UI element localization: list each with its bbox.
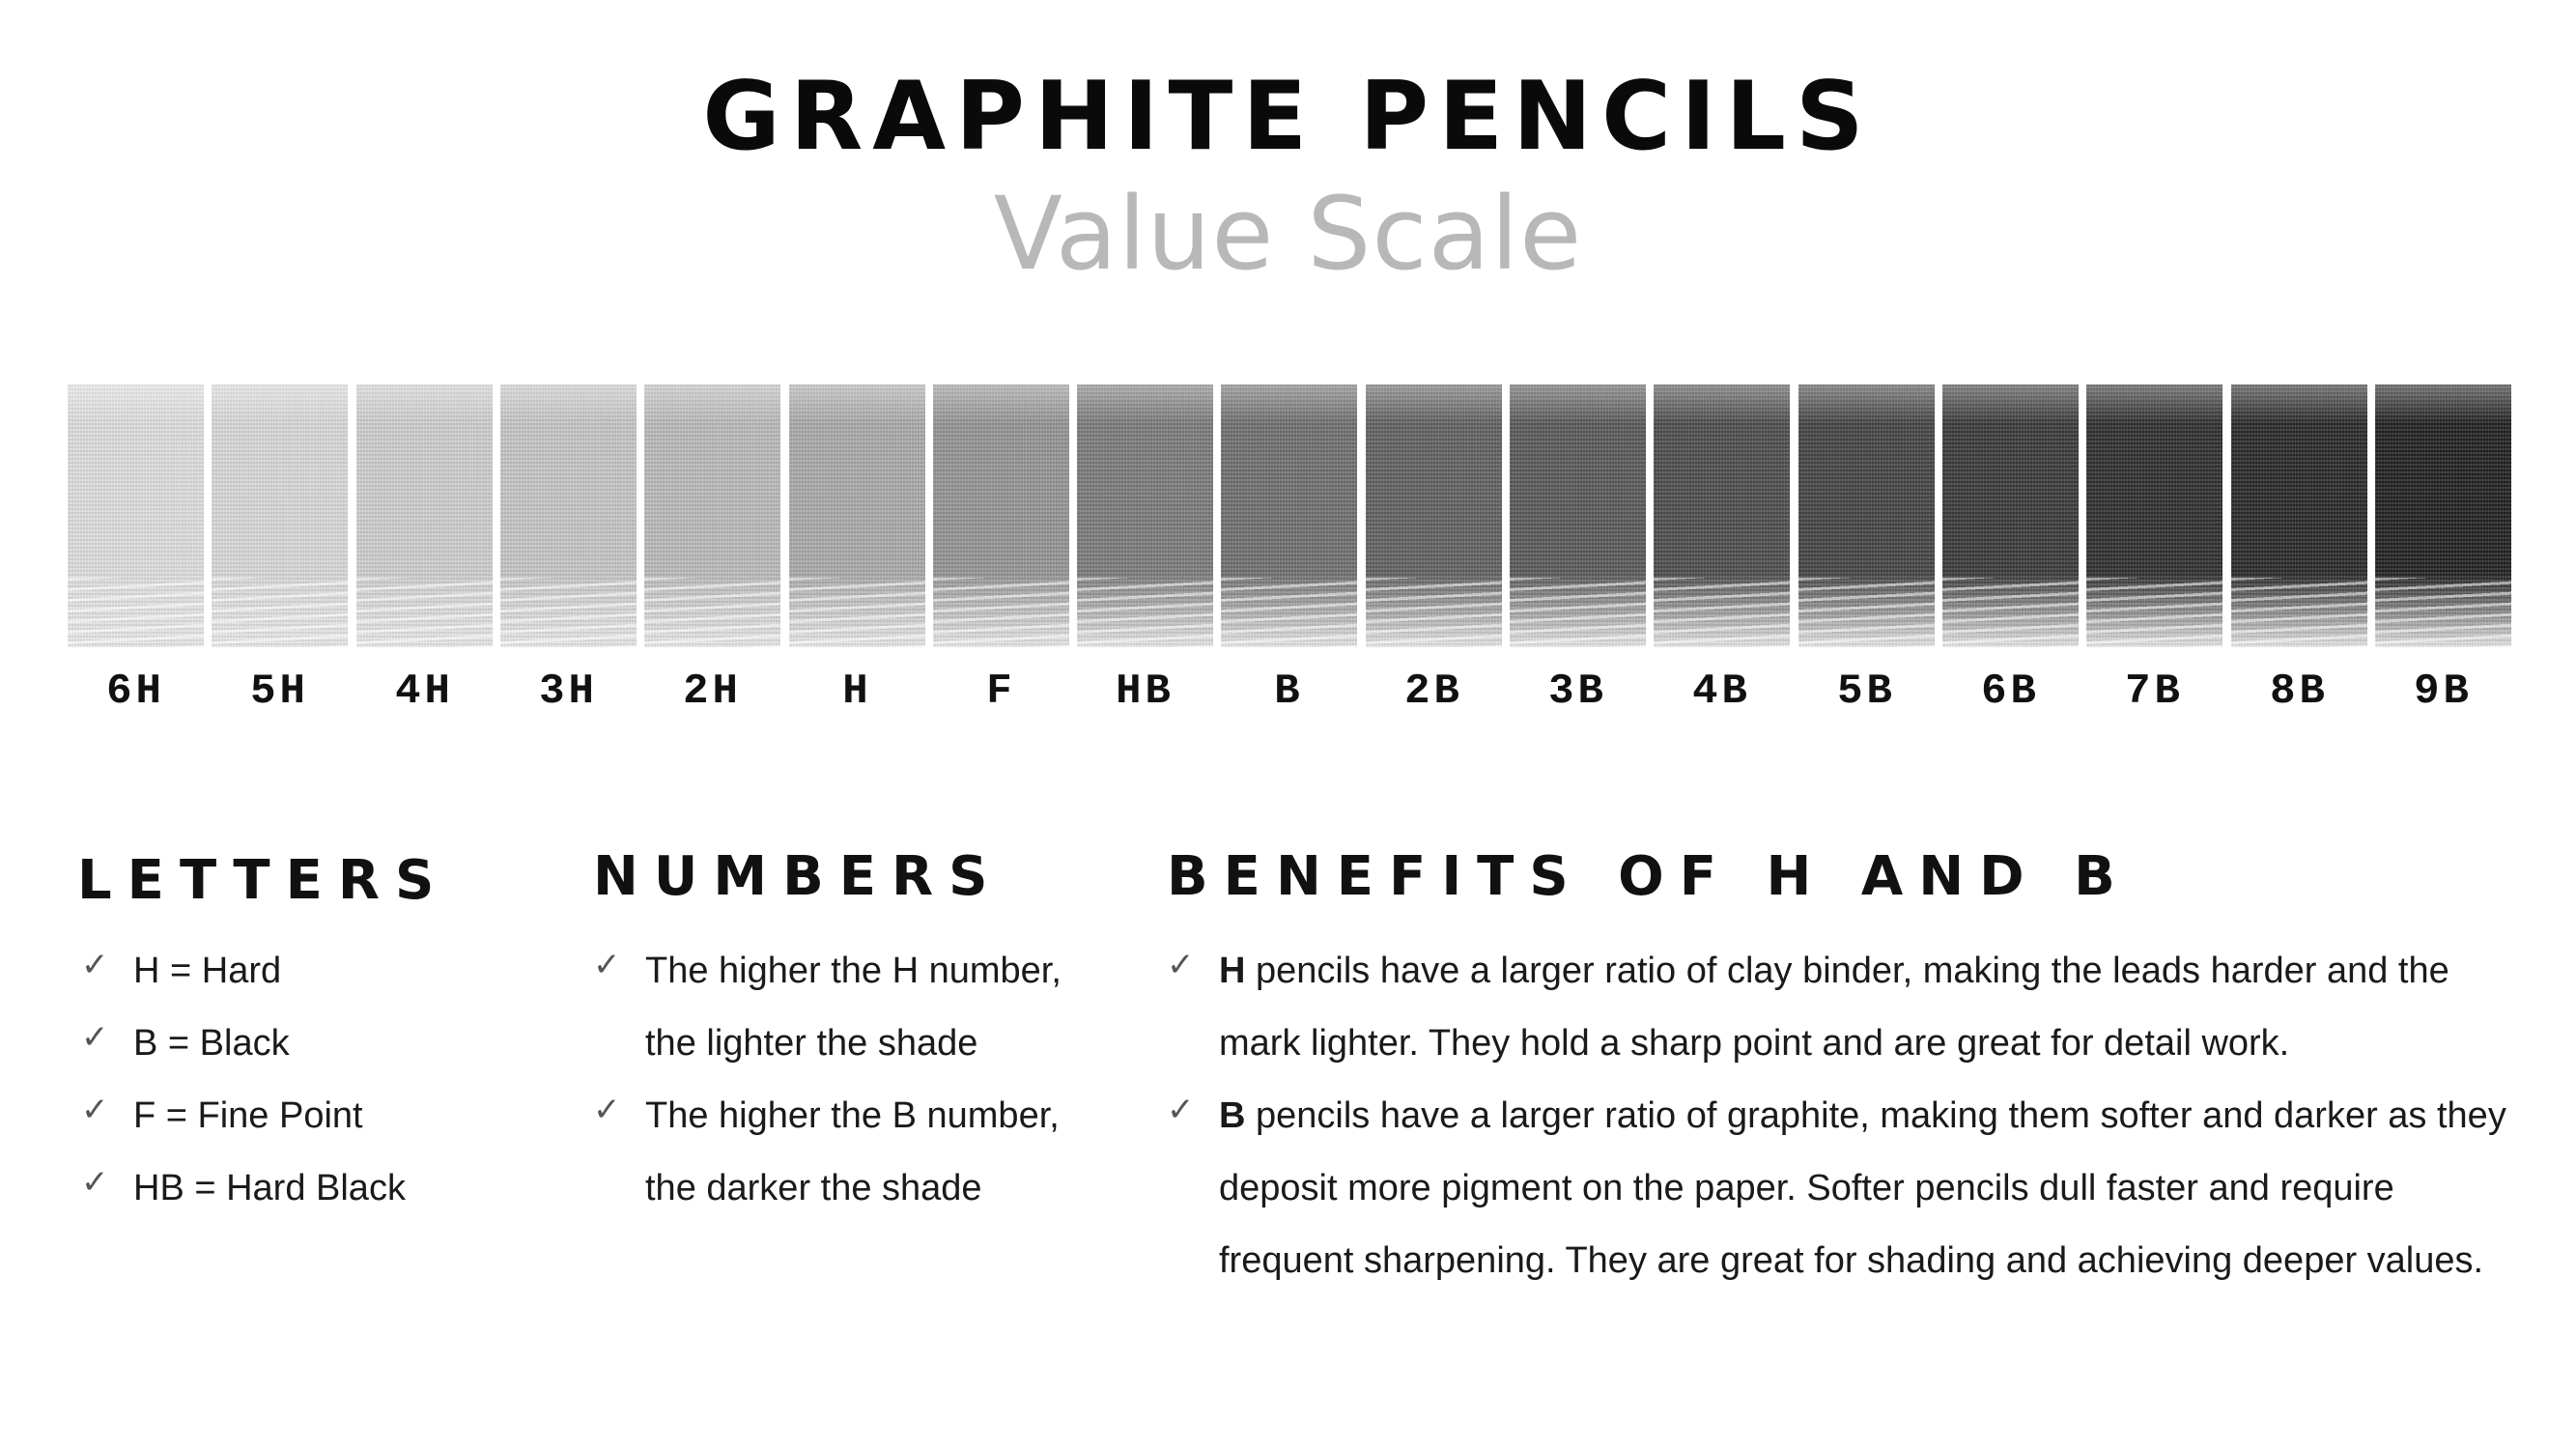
grade-label-9b: 9B bbox=[2414, 668, 2473, 716]
list-item: ✓ The higher the H number, the lighter the shade bbox=[593, 935, 1095, 1080]
swatch-4b bbox=[1654, 384, 1790, 647]
grade-label-hb: HB bbox=[1116, 668, 1175, 716]
list-item: ✓ HB = Hard Black bbox=[81, 1152, 525, 1225]
swatch-3h bbox=[500, 384, 637, 647]
check-mark-icon: ✓ bbox=[81, 946, 109, 984]
grade-label-5b: 5B bbox=[1837, 668, 1896, 716]
list-item bbox=[1167, 935, 2538, 1080]
swatch-f bbox=[933, 384, 1069, 647]
numbers-heading: NUMBERS bbox=[593, 845, 1004, 908]
swatch-6b bbox=[1942, 384, 2079, 647]
swatch-3b bbox=[1510, 384, 1646, 647]
grade-label-4h: 4H bbox=[395, 668, 454, 716]
swatch-6h bbox=[68, 384, 204, 647]
swatch-2h bbox=[644, 384, 780, 647]
check-mark-icon: ✓ bbox=[593, 946, 621, 984]
list-item: ✓ F = Fine Point bbox=[81, 1080, 525, 1152]
benefit-lead-b: B bbox=[1219, 1095, 1246, 1136]
benefit-lead-h: H bbox=[1219, 951, 1246, 991]
grade-label-7b: 7B bbox=[2125, 668, 2184, 716]
letters-list bbox=[81, 935, 525, 1225]
grade-label-4b: 4B bbox=[1692, 668, 1751, 716]
benefits-heading: BENEFITS OF H AND B bbox=[1167, 845, 2131, 908]
page-subtitle: Value Scale bbox=[993, 175, 1583, 293]
swatch-5b bbox=[1798, 384, 1935, 647]
list-item: ✓ The higher the B number, the darker the shade bbox=[593, 1080, 1095, 1225]
list-item: ✓ H = Hard bbox=[81, 935, 525, 1008]
check-mark-icon: ✓ bbox=[81, 1163, 109, 1202]
grade-label-8b: 8B bbox=[2270, 668, 2329, 716]
swatch-7b bbox=[2086, 384, 2222, 647]
value-scale-strip bbox=[68, 384, 2513, 647]
grade-label-b: B bbox=[1274, 668, 1304, 716]
swatch-9b bbox=[2375, 384, 2511, 647]
swatch-h bbox=[789, 384, 925, 647]
benefit-text-b: pencils have a larger ratio of graphite, making them softer and darker as they deposit more pigment on the paper. Softer pencils dull faster and require frequent sharpening. They are great for shading and achieving deeper values. bbox=[1219, 1095, 2506, 1281]
letters-heading: LETTERS bbox=[77, 849, 450, 912]
grade-label-3h: 3H bbox=[539, 668, 598, 716]
page-title: GRAPHITE PENCILS bbox=[702, 62, 1874, 172]
grade-label-3b: 3B bbox=[1548, 668, 1607, 716]
grade-label-2h: 2H bbox=[683, 668, 742, 716]
numbers-list bbox=[593, 935, 1095, 1225]
swatch-hb bbox=[1077, 384, 1213, 647]
check-mark-icon: ✓ bbox=[1167, 946, 1195, 984]
grade-label-f: F bbox=[986, 668, 1016, 716]
benefits-list bbox=[1167, 935, 2538, 1297]
grade-label-5h: 5H bbox=[250, 668, 309, 716]
grade-label-6h: 6H bbox=[106, 668, 165, 716]
grade-label-2b: 2B bbox=[1404, 668, 1463, 716]
swatch-b bbox=[1221, 384, 1357, 647]
swatch-2b bbox=[1366, 384, 1502, 647]
grade-label-h: H bbox=[842, 668, 872, 716]
grade-label-6b: 6B bbox=[1981, 668, 2040, 716]
swatch-8b bbox=[2231, 384, 2367, 647]
check-mark-icon: ✓ bbox=[81, 1018, 109, 1057]
swatch-5h bbox=[212, 384, 348, 647]
benefit-text-h: pencils have a larger ratio of clay binder, making the leads harder and the mark lighter. They hold a sharp point and are great for detail work. bbox=[1219, 951, 2449, 1064]
check-mark-icon: ✓ bbox=[1167, 1091, 1195, 1129]
check-mark-icon: ✓ bbox=[81, 1091, 109, 1129]
check-mark-icon: ✓ bbox=[593, 1091, 621, 1129]
list-item: ✓ B = Black bbox=[81, 1008, 525, 1080]
swatch-4h bbox=[356, 384, 493, 647]
list-item bbox=[1167, 1080, 2538, 1297]
